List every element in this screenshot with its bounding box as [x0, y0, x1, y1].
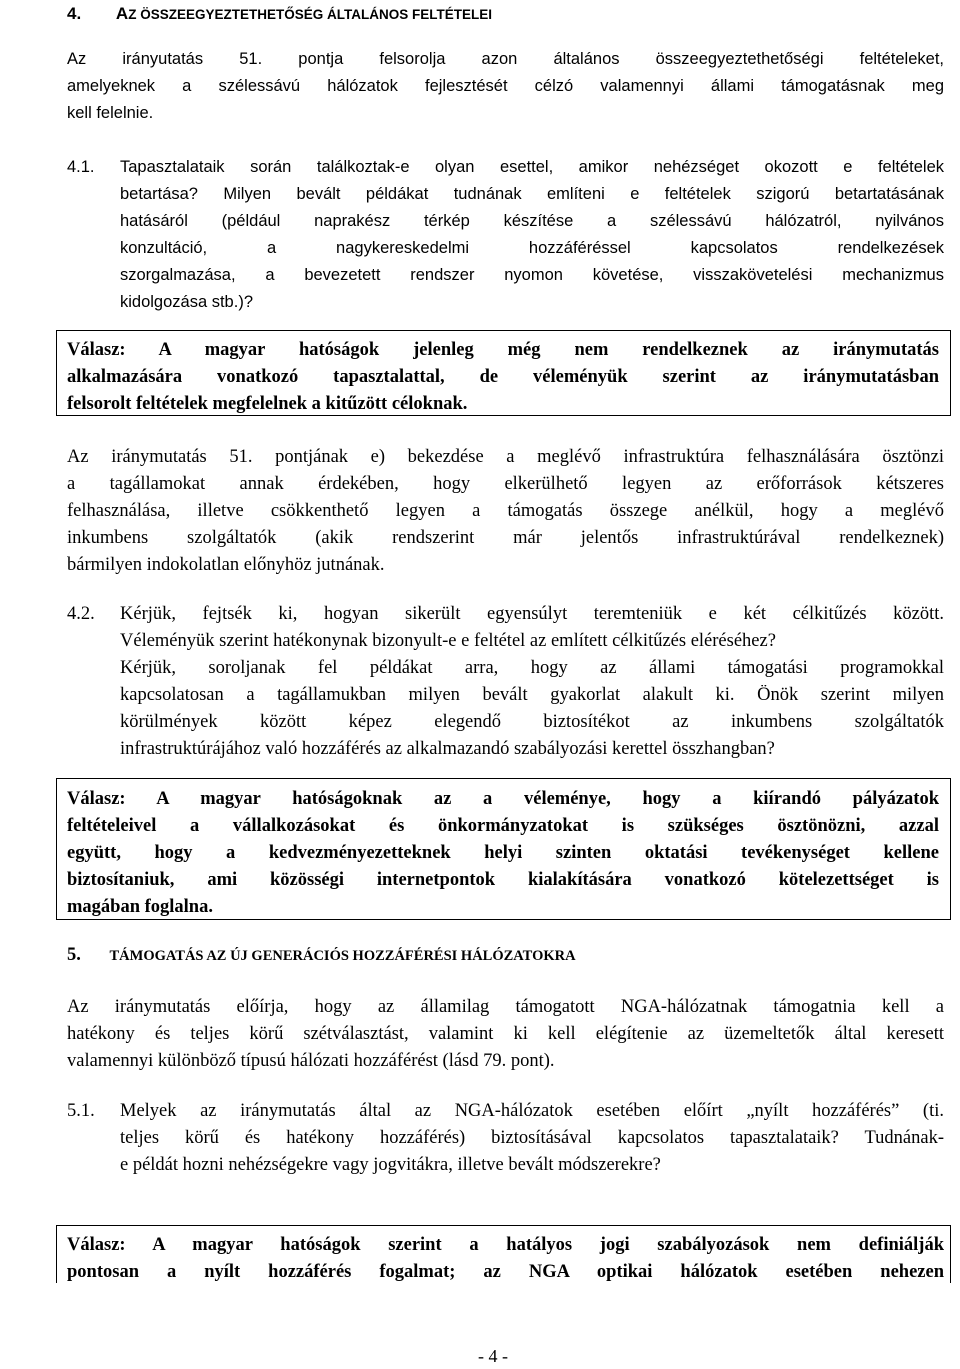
question-5-1-line: teljes körű és hatékony hozzáférés) biztosításával kapcsolatos tapasztalataik? Tudnának-: [120, 1128, 944, 1148]
question-4-1-line: hatásáról (például naprakész térkép készítése a szélessávú hálózatról, nyilvános: [120, 212, 944, 230]
section-5-title: TÁMOGATÁS AZ ÚJ GENERÁCIÓS HOZZÁFÉRÉSI HÁLÓZATOKRA: [109, 948, 576, 964]
section-4-title: Z ÖSSZEEGYEZTETHETŐSÉG ÁLTALÁNOS FELTÉTELEI: [128, 7, 492, 22]
section-4-heading: [67, 4, 492, 24]
page-number: - 4 -: [478, 1346, 508, 1366]
question-5-1-line: e példát hozni nehézségekre vagy jogvitákra, illetve bevált módszerekre?: [120, 1155, 661, 1175]
answer-4-2-line: biztosítaniuk, ami közösségi internetpontok kialakítására vonatkozó kötelezettséget is: [67, 870, 939, 890]
intro-4-line: kell felelnie.: [67, 104, 154, 122]
question-4-1-line: betartása? Milyen bevált példákat tudnának említeni e feltételek szigorú betartatásának: [120, 185, 944, 203]
question-4-2-number: 4.2.: [67, 604, 95, 624]
answer-4-2-line: együtt, hogy a kedvezményezetteknek helyi szinten oktatási tevékenységet kellene: [67, 843, 939, 863]
section-5-number: 5.: [67, 945, 81, 965]
question-5-1-number: 5.1.: [67, 1101, 95, 1121]
question-4-1-number: 4.1.: [67, 158, 95, 176]
answer-4-1-line: alkalmazására vonatkozó tapasztalattal, de véleményük szerint az iránymutatásban: [67, 367, 939, 387]
question-4-1-line: kidolgozása stb.)?: [120, 293, 253, 311]
intro-5-line: hatékony és teljes körű szétválasztást, valamint ki kell elégítenie az üzemeltetők által keresett: [67, 1024, 944, 1044]
intro-4-line: Az irányutatás 51. pontja felsorolja azon általános összeegyeztethetőségi feltételeket,: [67, 50, 944, 68]
intro-4-line: amelyeknek a szélessávú hálózatok fejlesztését célzó valamennyi állami támogatásnak meg: [67, 77, 944, 95]
paragraph-51e-line: a tagállamokat annak érdekében, hogy elkerülhető legyen az erőforrások kétszeres: [67, 474, 944, 494]
question-4-2-line: Kérjük, soroljanak fel példákat arra, hogy az állami támogatási programokkal: [120, 658, 944, 678]
paragraph-51e-line: felhasználása, illetve csökkenthető legyen a támogatás összege anélkül, hogy a meglévő: [67, 501, 944, 521]
intro-5-line: valamennyi különböző típusú hálózati hozzáférést (lásd 79. pont).: [67, 1051, 555, 1071]
answer-4-1-line: Válasz: A magyar hatóságok jelenleg még nem rendelkeznek az iránymutatás: [67, 340, 939, 360]
question-4-1-line: szorgalmazása, a bevezetett rendszer nyomon követése, visszakövetelési mechanizmus: [120, 266, 944, 284]
answer-5-1-line: Válasz: A magyar hatóságok szerint a hatályos jogi szabályozások nem definiálják: [67, 1235, 944, 1255]
answer-4-2-line: feltételeivel a vállalkozásokat és önkormányzatokat is szükséges ösztönözni, azzal: [67, 816, 939, 836]
paragraph-51e-line: bármilyen indokolatlan előnyhöz jutnának.: [67, 555, 385, 575]
question-4-2-line: Véleményük szerint hatékonynak bizonyult-e e feltétel az említett célkitűzés eléréséhez?: [120, 631, 776, 651]
question-4-2-line: Kérjük, fejtsék ki, hogyan sikerült egyensúlyt teremteniük e két célkitűzés között.: [120, 604, 944, 624]
question-4-1-line: Tapasztalataik során találkoztak-e olyan esettel, amikor nehézséget okozott e feltételek: [120, 158, 944, 176]
question-5-1-line: Melyek az iránymutatás által az NGA-hálózatok esetében előírt „nyílt hozzáférés” (ti.: [120, 1101, 944, 1121]
section-4-title-initial: A: [115, 4, 129, 23]
answer-4-2-line: magában foglalna.: [67, 897, 213, 917]
question-4-2-line: infrastruktúrájához való hozzáférés az alkalmazandó szabályozási kerettel összhangban?: [120, 739, 775, 759]
paragraph-51e-line: Az iránymutatás 51. pontjának e) bekezdése a meglévő infrastruktúra felhasználására ösztönzi: [67, 447, 944, 467]
section-5-heading: [67, 945, 576, 966]
answer-5-1-line: pontosan a nyílt hozzáférés fogalmat; az NGA optikai hálózatok esetében nehezen: [67, 1262, 944, 1282]
question-4-1-line: konzultáció, a nagykereskedelmi hozzáféréssel kapcsolatos rendelkezések: [120, 239, 944, 257]
question-4-2-line: kapcsolatosan a tagállamukban milyen bevált gyakorlat alakult ki. Önök szerint milyen: [120, 685, 944, 705]
section-4-number: 4.: [67, 4, 82, 23]
answer-4-1-line: felsorolt feltételek megfelelnek a kitűzött céloknak.: [67, 394, 468, 414]
intro-5-line: Az iránymutatás előírja, hogy az államilag támogatott NGA-hálózatnak támogatnia kell a: [67, 997, 944, 1017]
question-4-2-line: körülmények között képez elegendő biztosítékot az inkumbens szolgáltatók: [120, 712, 944, 732]
answer-4-2-line: Válasz: A magyar hatóságoknak az a véleménye, hogy a kiírandó pályázatok: [67, 789, 939, 809]
paragraph-51e-line: inkumbens szolgáltatók (akik rendszerint már jelentős infrastruktúrával rendelkeznek): [67, 528, 944, 548]
